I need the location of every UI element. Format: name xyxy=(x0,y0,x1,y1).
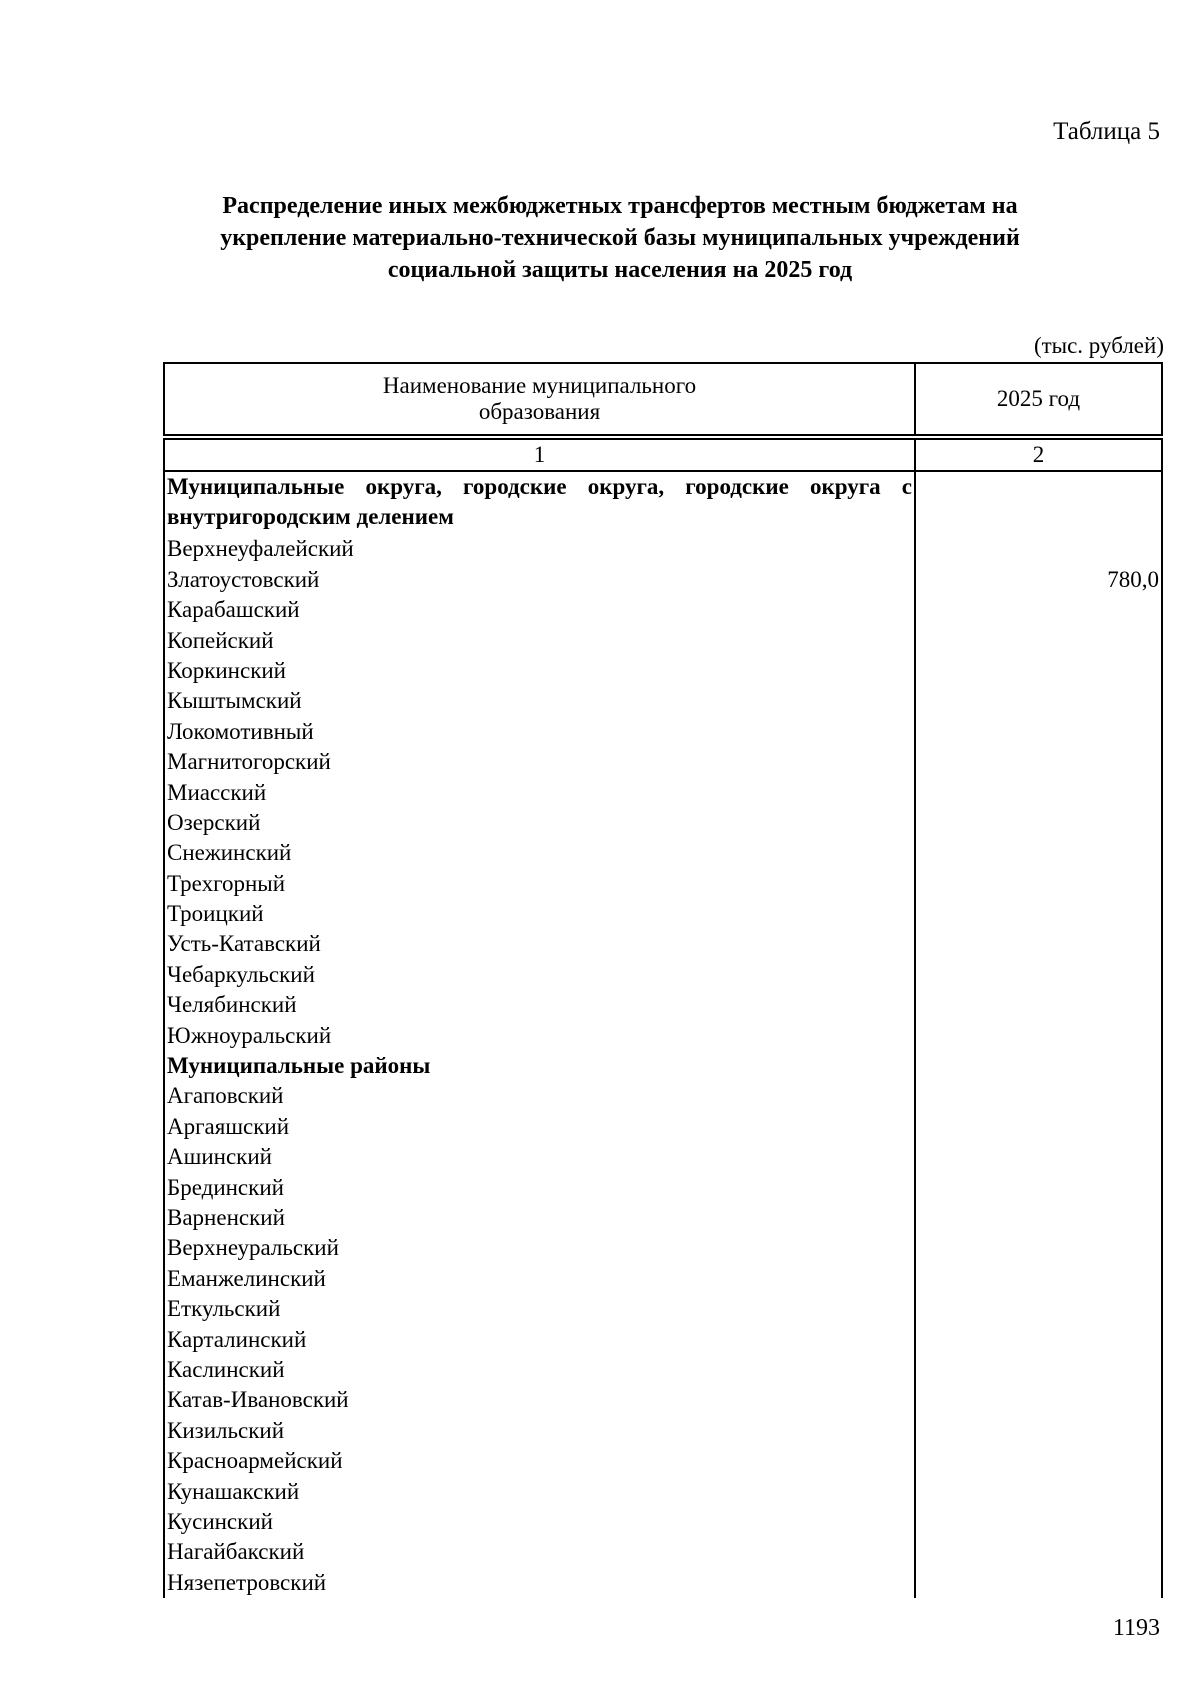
municipality-name: Кизильский xyxy=(164,1415,915,1445)
table-row xyxy=(164,838,1162,868)
municipality-name: Нагайбакский xyxy=(164,1537,915,1567)
amount-cell xyxy=(915,1415,1162,1445)
table-row xyxy=(164,1142,1162,1172)
municipality-name: Еманжелинский xyxy=(164,1263,915,1293)
table-body xyxy=(164,471,1162,1598)
table-row xyxy=(164,534,1162,564)
table-row xyxy=(164,1233,1162,1263)
municipality-name: Трехгорный xyxy=(164,868,915,898)
column-header-line: образования xyxy=(478,399,601,424)
amount-cell xyxy=(915,471,1162,534)
municipality-name: Катав-Ивановский xyxy=(164,1385,915,1415)
table-row xyxy=(164,1324,1162,1354)
column-number-1: 1 xyxy=(164,439,915,471)
table-row xyxy=(164,1172,1162,1202)
column-number-2: 2 xyxy=(915,439,1162,471)
table-row xyxy=(164,808,1162,838)
table-row xyxy=(164,990,1162,1020)
municipality-name: Муниципальные районы xyxy=(164,1051,915,1081)
table-row xyxy=(164,1385,1162,1415)
amount-cell xyxy=(915,1020,1162,1050)
column-header-year: 2025 год xyxy=(915,363,1162,435)
municipality-name: Магнитогорский xyxy=(164,747,915,777)
table-row xyxy=(164,868,1162,898)
municipality-name: Еткульский xyxy=(164,1294,915,1324)
table-row xyxy=(164,595,1162,625)
amount-cell xyxy=(915,959,1162,989)
amount-cell xyxy=(915,656,1162,686)
table-row xyxy=(164,747,1162,777)
municipality-name: Карталинский xyxy=(164,1324,915,1354)
table-row xyxy=(164,1537,1162,1567)
amount-cell xyxy=(915,1142,1162,1172)
amount-cell xyxy=(915,1476,1162,1506)
amount-cell xyxy=(915,1567,1162,1597)
municipality-name: Кыштымский xyxy=(164,686,915,716)
table-row xyxy=(164,929,1162,959)
amount-cell xyxy=(915,686,1162,716)
municipality-name: Ашинский xyxy=(164,1142,915,1172)
amount-cell xyxy=(915,625,1162,655)
municipality-name: Локомотивный xyxy=(164,716,915,746)
amount-cell xyxy=(915,868,1162,898)
document-title xyxy=(180,190,1060,286)
municipality-name: Карабашский xyxy=(164,595,915,625)
amount-cell xyxy=(915,1446,1162,1476)
amount-cell xyxy=(915,1324,1162,1354)
amount-cell xyxy=(915,990,1162,1020)
municipality-name: Копейский xyxy=(164,625,915,655)
municipality-name: Миасский xyxy=(164,777,915,807)
table-row xyxy=(164,777,1162,807)
amount-cell xyxy=(915,534,1162,564)
municipality-name: Челябинский xyxy=(164,990,915,1020)
municipality-name: Верхнеуральский xyxy=(164,1233,915,1263)
municipality-name: Верхнеуфалейский xyxy=(164,534,915,564)
amount-cell xyxy=(915,899,1162,929)
municipality-name: Каслинский xyxy=(164,1355,915,1385)
column-header-line: Наименование муниципального xyxy=(382,373,697,398)
units-label: (тыс. рублей) xyxy=(1033,333,1164,358)
amount-cell xyxy=(915,1507,1162,1537)
amount-cell xyxy=(915,808,1162,838)
table-row xyxy=(164,959,1162,989)
table-row xyxy=(164,1203,1162,1233)
allocation-table xyxy=(163,362,1161,1598)
table-row xyxy=(164,1020,1162,1050)
municipality-name: Усть-Катавский xyxy=(164,929,915,959)
amount-cell xyxy=(915,777,1162,807)
municipality-name: Красноармейский xyxy=(164,1446,915,1476)
amount-cell xyxy=(915,747,1162,777)
amount-cell xyxy=(915,1385,1162,1415)
amount-cell xyxy=(915,1233,1162,1263)
table-row xyxy=(164,899,1162,929)
amount-cell xyxy=(915,1081,1162,1111)
amount-cell: 780,0 xyxy=(915,564,1162,594)
municipality-name: Кунашакский xyxy=(164,1476,915,1506)
table-header-row xyxy=(164,363,1162,435)
municipality-name: Кусинский xyxy=(164,1507,915,1537)
municipality-name: Аргаяшский xyxy=(164,1111,915,1141)
amount-cell xyxy=(915,595,1162,625)
table-row xyxy=(164,1507,1162,1537)
title-line: социальной защиты населения на 2025 год xyxy=(387,257,853,283)
municipality-name: Брединский xyxy=(164,1172,915,1202)
municipality-name: Южноуральский xyxy=(164,1020,915,1050)
table-row xyxy=(164,716,1162,746)
amount-cell xyxy=(915,838,1162,868)
table-row xyxy=(164,1476,1162,1506)
page-number: 1193 xyxy=(1112,1615,1160,1641)
table-row xyxy=(164,656,1162,686)
table-label: Таблица 5 xyxy=(1053,118,1160,145)
table-row xyxy=(164,1294,1162,1324)
amount-cell xyxy=(915,1294,1162,1324)
municipality-name: Златоустовский xyxy=(164,564,915,594)
amount-cell xyxy=(915,1355,1162,1385)
municipality-name: Муниципальные округа, городские округа, городские округа с внутригородским делением xyxy=(164,471,915,534)
table-row xyxy=(164,1263,1162,1293)
table-row xyxy=(164,625,1162,655)
municipality-name: Озерский xyxy=(164,808,915,838)
table-row xyxy=(164,564,1162,594)
column-header-municipality xyxy=(164,363,915,435)
column-number-row xyxy=(164,439,1162,471)
municipality-name: Троицкий xyxy=(164,899,915,929)
group-heading-row xyxy=(164,471,1162,534)
amount-cell xyxy=(915,1111,1162,1141)
table-row xyxy=(164,1081,1162,1111)
municipality-name: Снежинский xyxy=(164,838,915,868)
amount-cell xyxy=(915,1172,1162,1202)
title-line: укрепление материально-технической базы муниципальных учреждений xyxy=(220,225,1020,251)
amount-cell xyxy=(915,716,1162,746)
amount-cell xyxy=(915,1051,1162,1081)
amount-cell xyxy=(915,1263,1162,1293)
amount-cell xyxy=(915,929,1162,959)
municipality-name: Нязепетровский xyxy=(164,1567,915,1597)
table-row xyxy=(164,1111,1162,1141)
municipality-name: Чебаркульский xyxy=(164,959,915,989)
group-heading-row xyxy=(164,1051,1162,1081)
title-line: Распределение иных межбюджетных трансфертов местным бюджетам на xyxy=(222,193,1018,219)
amount-cell xyxy=(915,1537,1162,1567)
table-row xyxy=(164,686,1162,716)
table-row xyxy=(164,1415,1162,1445)
amount-cell xyxy=(915,1203,1162,1233)
table-row xyxy=(164,1567,1162,1597)
municipality-name: Варненский xyxy=(164,1203,915,1233)
table-row xyxy=(164,1446,1162,1476)
municipality-name: Агаповский xyxy=(164,1081,915,1111)
table-row xyxy=(164,1355,1162,1385)
municipality-name: Коркинский xyxy=(164,656,915,686)
